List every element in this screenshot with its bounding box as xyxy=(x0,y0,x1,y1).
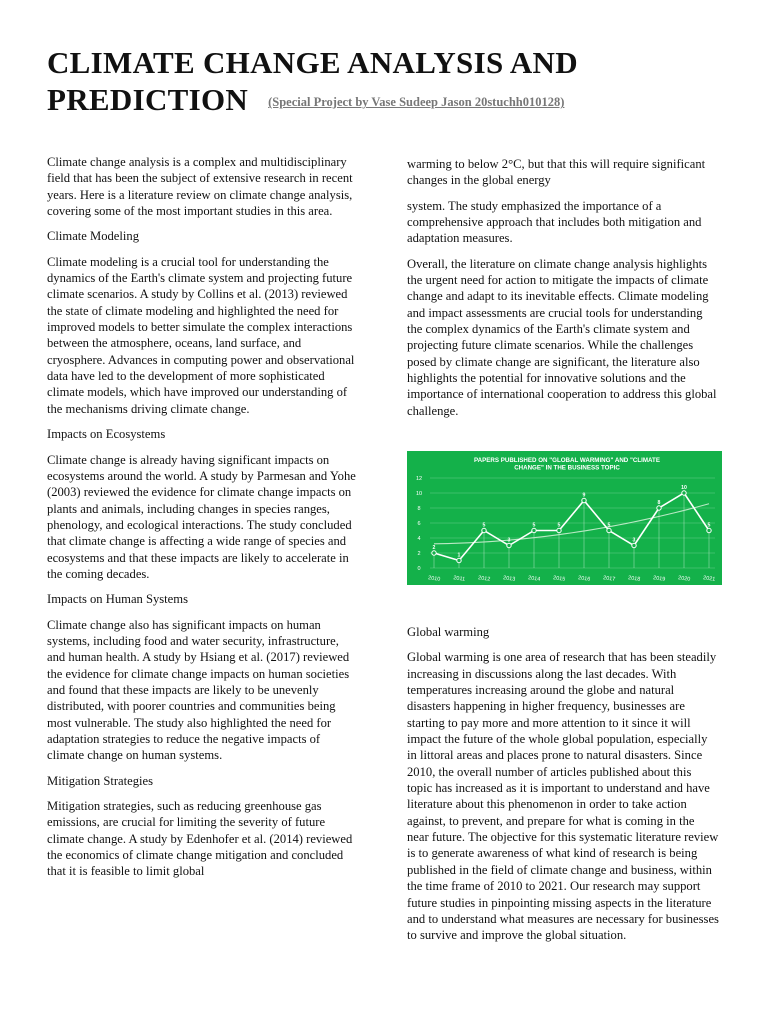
chart-xtick-label: 2020 xyxy=(677,575,691,583)
chart-data-label: 10 xyxy=(681,485,687,491)
intro-paragraph: Climate change analysis is a complex and multidisciplinary field that has been the subject of extensive research in recent years. Here is a literature review on climate change analysis, covering some of the most important studies in this area. xyxy=(47,155,353,219)
chart-point xyxy=(707,528,711,532)
section-heading-mitigation: Mitigation Strategies xyxy=(47,773,153,788)
chart-ytick-label: 2 xyxy=(417,551,421,557)
chart-svg xyxy=(407,451,722,585)
left-column xyxy=(47,154,359,889)
chart-xtick-label: 2016 xyxy=(577,575,591,583)
chart-data-label: 3 xyxy=(632,537,636,544)
chart-point xyxy=(582,498,586,502)
section-body-impacts-human-systems: Climate change also has significant impacts on human systems, including food and water security, infrastructure, and human health. A study by Hsiang et al. (2017) reviewed the evidence for climate change impacts on human societies and found that these impacts are likely to be unevenly distributed, with poorer countries and communities being most vulnerable. The study also highlighted the need for adaptation strategies to reduce the negative impacts of climate change on human systems. xyxy=(47,617,350,763)
chart-data-label: 1 xyxy=(457,552,461,559)
right-column-lower xyxy=(407,624,719,953)
section-heading-impacts-human-systems: Impacts on Human Systems xyxy=(47,592,188,607)
chart-series-line xyxy=(434,493,709,561)
chart-data-label: 2 xyxy=(432,545,436,551)
chart-ytick-label: 6 xyxy=(417,521,421,527)
chart-xtick-label: 2019 xyxy=(652,575,666,583)
chart-data-label: 5 xyxy=(557,522,561,529)
title-text: CLIMATE CHANGE ANALYSIS AND PREDICTION xyxy=(47,45,578,117)
section-body-mitigation: Mitigation strategies, such as reducing greenhouse gas emissions, are crucial for limiting the severity of future climate change. A study by Edenhofer et al. (2014) reviewed the economics of climate change mitigation and concluded that it is feasible to limit global xyxy=(47,799,353,879)
chart-xtick-label: 2010 xyxy=(427,575,441,583)
chart-xtick-label: 2021 xyxy=(702,575,716,583)
chart-data-label: 9 xyxy=(582,492,586,499)
chart-ytick-label: 4 xyxy=(417,536,421,542)
chart-point xyxy=(657,506,661,510)
overall-paragraph: Overall, the literature on climate change analysis highlights the urgent need for action to mitigate the impacts of climate change and adapt to its inevitable effects. Climate modeling and impact assessments are crucial tools for understanding the complex dynamics of the Earth's climate system and projecting future climate scenarios. While the challenges posed by climate change are significant, the literature also highlights the potential for innovative solutions and the importance of international cooperation to address this global challenge. xyxy=(407,256,717,418)
section-heading-global-warming: Global warming xyxy=(407,625,490,639)
section-heading-impacts-ecosystems: Impacts on Ecosystems xyxy=(47,427,166,442)
right-column xyxy=(407,156,719,428)
chart-title-line2: CHANGE" IN THE BUSINESS TOPIC xyxy=(514,464,620,472)
chart-ytick-label: 8 xyxy=(417,506,421,512)
subtitle[interactable]: (Special Project by Vase Sudeep Jason 20stuchh010128) xyxy=(268,95,565,110)
chart-point xyxy=(432,551,436,555)
chart-point xyxy=(607,528,611,532)
chart-ytick-label: 12 xyxy=(415,476,423,482)
chart-ytick-label: 0 xyxy=(417,566,421,572)
continuation-paragraph-2: system. The study emphasized the importance of a comprehensive approach that includes both mitigation and adaptation measures. xyxy=(407,198,702,246)
chart-xtick-label: 2014 xyxy=(527,575,541,583)
chart-xtick-label: 2012 xyxy=(477,575,491,583)
chart-data-label: 3 xyxy=(507,537,511,544)
chart-data-label: 5 xyxy=(707,522,711,529)
document-title xyxy=(47,44,737,121)
continuation-paragraph: warming to below 2°C, but that this will require significant changes in the global energy xyxy=(407,157,706,188)
section-heading-climate-modeling: Climate Modeling xyxy=(47,229,139,244)
chart-data-label: 8 xyxy=(657,500,661,506)
chart-xtick-label: 2018 xyxy=(627,575,641,583)
chart-data-label: 5 xyxy=(532,522,536,529)
section-body-climate-modeling: Climate modeling is a crucial tool for understanding the dynamics of the Earth's climate system and projecting future climate scenarios. A study by Collins et al. (2013) reviewed the state of climate modeling and highlighted the need for improved models to better simulate the complex interactions between the atmosphere, oceans, land surface, and cryosphere. Advances in computing power and observational data have led to the development of more sophisticated climate models, which have improved our understanding of the mechanisms driving climate change. xyxy=(47,254,355,416)
section-body-impacts-ecosystems: Climate change is already having significant impacts on ecosystems around the world. A study by Parmesan and Yohe (2003) reviewed the evidence for climate change impacts on plants and animals, including changes in species ranges, phenology, and ecological interactions. The study concluded that climate change is affecting a wide range of species and ecosystems and that these impacts are likely to accelerate in the coming decades. xyxy=(47,452,356,581)
chart-point xyxy=(482,528,486,532)
chart-xtick-label: 2015 xyxy=(552,575,566,583)
chart-title-line1: PAPERS PUBLISHED ON "GLOBAL WARMING" AND "CLIMATE xyxy=(474,457,660,464)
chart-point xyxy=(557,528,561,532)
papers-chart xyxy=(407,451,722,585)
chart-point xyxy=(457,558,461,562)
chart-point xyxy=(632,543,636,547)
chart-xtick-label: 2013 xyxy=(502,575,516,583)
chart-point xyxy=(682,491,686,495)
chart-point xyxy=(507,543,511,547)
chart-xtick-label: 2011 xyxy=(452,575,466,583)
chart-ytick-label: 10 xyxy=(415,491,423,497)
chart-xtick-label: 2017 xyxy=(602,575,616,583)
section-body-global-warming: Global warming is one area of research that has been steadily increasing in discussions along the last decades. With temperatures increasing around the globe and natural disasters happening in higher frequency, businesses are starting to pay more and more attention to it since it will impact the future of the whole global population, especially in littoral areas and places prone to natural disasters. Since 2010, the overall number of articles published about this topic has increased as it is important to understand and have literature about this phenomenon in order to take action against, to prevent, and prepare for what is coming in the near future. The objective for this systematic literature review is to generate awareness of what kind of research is being published in the field of climate change and business, within the time frame of 2010 to 2021. Our research may support future studies in pinpointing missing aspects in the literature and to understand what measures are necessary for businesses to survive and improve the global situation. xyxy=(407,650,719,943)
chart-point xyxy=(532,528,536,532)
chart-data-label: 5 xyxy=(482,522,486,529)
chart-data-label: 5 xyxy=(607,522,611,529)
